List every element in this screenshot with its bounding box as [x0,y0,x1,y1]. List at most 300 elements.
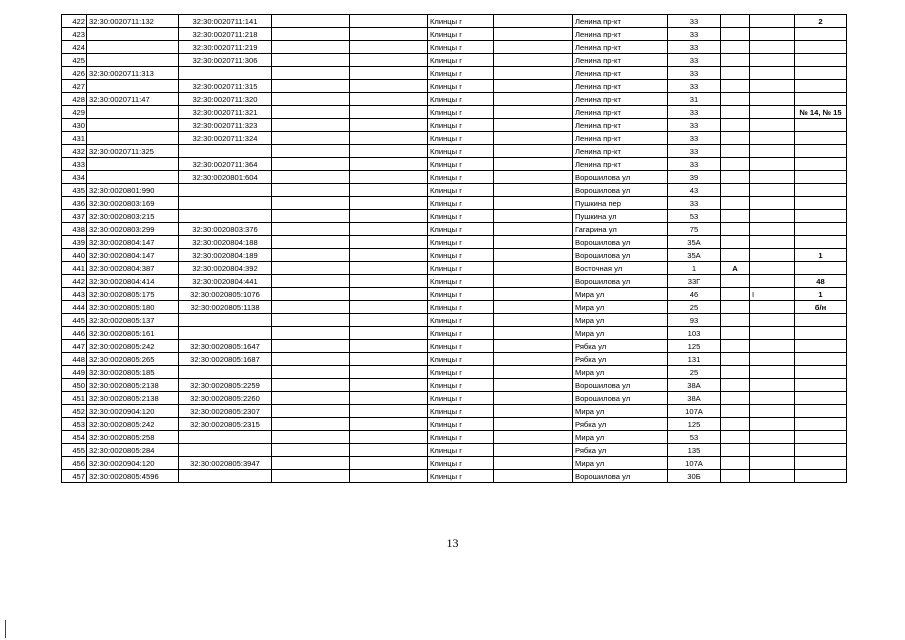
settlement-cell: Клинцы г [428,262,494,275]
empty-col-c-cell [494,15,573,28]
settlement-cell: Клинцы г [428,379,494,392]
settlement-cell: Клинцы г [428,327,494,340]
empty-col-b-cell [350,457,428,470]
empty-col-b-cell [350,288,428,301]
empty-col-a-cell [272,197,350,210]
empty-col-c-cell [494,405,573,418]
house-letter-cell [721,353,750,366]
table-row [62,184,847,197]
empty-col-a-cell [272,132,350,145]
building-cell [750,379,795,392]
building-cell [750,145,795,158]
house-number-cell: 33 [668,106,721,119]
apartment-cell [795,379,847,392]
street-cell: Ленина пр-кт [573,132,668,145]
street-cell: Ворошилова ул [573,249,668,262]
sub-cadastral-number-cell: 32:30:0020801:604 [179,171,272,184]
empty-col-c-cell [494,379,573,392]
sub-cadastral-number-cell: 32:30:0020804:189 [179,249,272,262]
table-row [62,15,847,28]
settlement-cell: Клинцы г [428,405,494,418]
apartment-cell [795,67,847,80]
apartment-cell [795,119,847,132]
house-number-cell: 125 [668,418,721,431]
street-cell: Ленина пр-кт [573,67,668,80]
empty-col-c-cell [494,366,573,379]
empty-col-c-cell [494,41,573,54]
table-row [62,314,847,327]
apartment-cell [795,132,847,145]
table-row [62,392,847,405]
empty-col-a-cell [272,314,350,327]
row-number-cell: 448 [62,353,87,366]
row-number-cell: 423 [62,28,87,41]
house-letter-cell [721,67,750,80]
row-number-cell: 434 [62,171,87,184]
table-row [62,249,847,262]
house-number-cell: 38А [668,392,721,405]
apartment-cell: № 14, № 15 [795,106,847,119]
table-row [62,431,847,444]
sub-cadastral-number-cell: 32:30:0020804:441 [179,275,272,288]
building-cell [750,236,795,249]
empty-col-c-cell [494,288,573,301]
building-cell [750,106,795,119]
building-cell [750,184,795,197]
cadastral-number-cell: 32:30:0020805:4596 [87,470,179,483]
street-cell: Мира ул [573,314,668,327]
house-number-cell: 33 [668,119,721,132]
house-number-cell: 33 [668,15,721,28]
cadastral-number-cell: 32:30:0020803:169 [87,197,179,210]
sub-cadastral-number-cell: 32:30:0020805:2260 [179,392,272,405]
building-cell [750,340,795,353]
row-number-cell: 444 [62,301,87,314]
empty-col-b-cell [350,184,428,197]
empty-col-b-cell [350,80,428,93]
sub-cadastral-number-cell: 32:30:0020805:2259 [179,379,272,392]
row-number-cell: 455 [62,444,87,457]
empty-col-b-cell [350,379,428,392]
empty-col-a-cell [272,327,350,340]
empty-col-b-cell [350,223,428,236]
settlement-cell: Клинцы г [428,431,494,444]
empty-col-c-cell [494,93,573,106]
house-letter-cell [721,379,750,392]
building-cell [750,366,795,379]
street-cell: Рябка ул [573,340,668,353]
settlement-cell: Клинцы г [428,470,494,483]
building-cell [750,158,795,171]
row-number-cell: 441 [62,262,87,275]
building-cell [750,28,795,41]
house-letter-cell [721,301,750,314]
house-number-cell: 107А [668,457,721,470]
empty-col-a-cell [272,444,350,457]
empty-col-b-cell [350,262,428,275]
building-cell [750,54,795,67]
house-letter-cell [721,106,750,119]
sub-cadastral-number-cell: 32:30:0020803:376 [179,223,272,236]
sub-cadastral-number-cell: 32:30:0020805:1076 [179,288,272,301]
house-letter-cell [721,28,750,41]
table-row [62,301,847,314]
house-number-cell: 35А [668,236,721,249]
house-number-cell: 46 [668,288,721,301]
empty-col-a-cell [272,171,350,184]
house-number-cell: 125 [668,340,721,353]
street-cell: Ленина пр-кт [573,106,668,119]
sub-cadastral-number-cell [179,327,272,340]
table-row [62,210,847,223]
cadastral-number-cell [87,106,179,119]
row-number-cell: 440 [62,249,87,262]
cadastral-number-cell: 32:30:0020804:147 [87,236,179,249]
apartment-cell [795,457,847,470]
table-row [62,106,847,119]
sub-cadastral-number-cell [179,366,272,379]
street-cell: Мира ул [573,301,668,314]
apartment-cell [795,197,847,210]
house-number-cell: 25 [668,301,721,314]
street-cell: Пушкина пер [573,197,668,210]
house-letter-cell [721,431,750,444]
cadastral-number-cell [87,80,179,93]
empty-col-b-cell [350,249,428,262]
apartment-cell [795,431,847,444]
street-cell: Ворошилова ул [573,236,668,249]
building-cell [750,132,795,145]
building-cell [750,80,795,93]
empty-col-a-cell [272,405,350,418]
sub-cadastral-number-cell: 32:30:0020805:2307 [179,405,272,418]
apartment-cell [795,80,847,93]
settlement-cell: Клинцы г [428,223,494,236]
street-cell: Мира ул [573,366,668,379]
apartment-cell: 1 [795,288,847,301]
sub-cadastral-number-cell: 32:30:0020711:323 [179,119,272,132]
settlement-cell: Клинцы г [428,418,494,431]
empty-col-c-cell [494,145,573,158]
building-cell [750,223,795,236]
table-row [62,119,847,132]
building-cell [750,444,795,457]
house-letter-cell [721,132,750,145]
row-number-cell: 443 [62,288,87,301]
empty-col-b-cell [350,301,428,314]
apartment-cell [795,366,847,379]
apartment-cell [795,314,847,327]
empty-col-a-cell [272,54,350,67]
cadastral-number-cell [87,54,179,67]
empty-col-a-cell [272,210,350,223]
empty-col-c-cell [494,275,573,288]
empty-col-a-cell [272,223,350,236]
settlement-cell: Клинцы г [428,392,494,405]
row-number-cell: 439 [62,236,87,249]
empty-col-b-cell [350,444,428,457]
table-row [62,80,847,93]
sub-cadastral-number-cell [179,314,272,327]
sub-cadastral-number-cell [179,444,272,457]
empty-col-a-cell [272,288,350,301]
empty-col-b-cell [350,314,428,327]
house-letter-cell [721,119,750,132]
sub-cadastral-number-cell: 32:30:0020711:218 [179,28,272,41]
cadastral-number-cell: 32:30:0020805:265 [87,353,179,366]
empty-col-a-cell [272,93,350,106]
sub-cadastral-number-cell: 32:30:0020805:3947 [179,457,272,470]
apartment-cell [795,327,847,340]
empty-col-c-cell [494,119,573,132]
house-number-cell: 33 [668,67,721,80]
sub-cadastral-number-cell [179,197,272,210]
row-number-cell: 431 [62,132,87,145]
row-number-cell: 453 [62,418,87,431]
apartment-cell [795,405,847,418]
settlement-cell: Клинцы г [428,184,494,197]
row-number-cell: 446 [62,327,87,340]
empty-col-a-cell [272,392,350,405]
empty-col-b-cell [350,366,428,379]
street-cell: Мира ул [573,288,668,301]
empty-col-c-cell [494,106,573,119]
street-cell: Ворошилова ул [573,184,668,197]
house-number-cell: 131 [668,353,721,366]
house-letter-cell [721,158,750,171]
house-letter-cell [721,54,750,67]
cadastral-number-cell: 32:30:0020805:2138 [87,379,179,392]
house-letter-cell [721,392,750,405]
street-cell: Ворошилова ул [573,392,668,405]
empty-col-a-cell [272,249,350,262]
empty-col-c-cell [494,249,573,262]
house-letter-cell [721,275,750,288]
building-cell [750,93,795,106]
settlement-cell: Клинцы г [428,132,494,145]
street-cell: Мира ул [573,405,668,418]
apartment-cell [795,158,847,171]
empty-col-c-cell [494,171,573,184]
empty-col-a-cell [272,41,350,54]
sub-cadastral-number-cell: 32:30:0020711:320 [179,93,272,106]
house-number-cell: 103 [668,327,721,340]
empty-col-b-cell [350,106,428,119]
table-row [62,288,847,301]
street-cell: Ленина пр-кт [573,54,668,67]
building-cell [750,353,795,366]
table-row [62,444,847,457]
house-letter-cell [721,184,750,197]
settlement-cell: Клинцы г [428,457,494,470]
empty-col-a-cell [272,28,350,41]
table-row [62,223,847,236]
apartment-cell: б/н [795,301,847,314]
apartment-cell [795,210,847,223]
house-letter-cell [721,171,750,184]
house-letter-cell: А [721,262,750,275]
empty-col-a-cell [272,457,350,470]
sub-cadastral-number-cell: 32:30:0020805:1647 [179,340,272,353]
row-number-cell: 429 [62,106,87,119]
empty-col-c-cell [494,54,573,67]
house-letter-cell [721,223,750,236]
settlement-cell: Клинцы г [428,353,494,366]
empty-col-b-cell [350,275,428,288]
street-cell: Ленина пр-кт [573,145,668,158]
empty-col-b-cell [350,171,428,184]
building-cell [750,210,795,223]
empty-col-b-cell [350,327,428,340]
empty-col-b-cell [350,93,428,106]
house-number-cell: 33 [668,41,721,54]
table-row [62,132,847,145]
street-cell: Ленина пр-кт [573,41,668,54]
cadastral-number-cell [87,132,179,145]
house-letter-cell [721,457,750,470]
settlement-cell: Клинцы г [428,236,494,249]
empty-col-b-cell [350,15,428,28]
empty-col-c-cell [494,301,573,314]
street-cell: Пушкина ул [573,210,668,223]
sub-cadastral-number-cell: 32:30:0020711:324 [179,132,272,145]
cadastral-number-cell: 32:30:0020804:387 [87,262,179,275]
building-cell [750,431,795,444]
apartment-cell: 2 [795,15,847,28]
house-letter-cell [721,80,750,93]
cadastral-number-cell: 32:30:0020904:120 [87,457,179,470]
apartment-cell: 48 [795,275,847,288]
street-cell: Ворошилова ул [573,275,668,288]
table-row [62,41,847,54]
settlement-cell: Клинцы г [428,28,494,41]
settlement-cell: Клинцы г [428,158,494,171]
page-number: 13 [446,536,459,550]
empty-col-b-cell [350,158,428,171]
apartment-cell [795,353,847,366]
settlement-cell: Клинцы г [428,106,494,119]
cadastral-number-cell: 32:30:0020805:137 [87,314,179,327]
street-cell: Ленина пр-кт [573,28,668,41]
apartment-cell [795,262,847,275]
house-letter-cell [721,249,750,262]
sub-cadastral-number-cell: 32:30:0020804:392 [179,262,272,275]
settlement-cell: Клинцы г [428,54,494,67]
row-number-cell: 451 [62,392,87,405]
cadastral-number-cell: 32:30:0020805:161 [87,327,179,340]
street-cell: Ленина пр-кт [573,15,668,28]
apartment-cell [795,171,847,184]
apartment-cell [795,418,847,431]
row-number-cell: 447 [62,340,87,353]
cadastral-number-cell: 32:30:0020711:325 [87,145,179,158]
table-row [62,457,847,470]
house-letter-cell [721,145,750,158]
house-number-cell: 35А [668,249,721,262]
table-row [62,67,847,80]
house-letter-cell [721,366,750,379]
row-number-cell: 442 [62,275,87,288]
building-cell [750,470,795,483]
street-cell: Ворошилова ул [573,379,668,392]
row-number-cell: 438 [62,223,87,236]
apartment-cell [795,93,847,106]
empty-col-b-cell [350,470,428,483]
cadastral-number-cell: 32:30:0020904:120 [87,405,179,418]
empty-col-c-cell [494,262,573,275]
sub-cadastral-number-cell: 32:30:0020711:315 [179,80,272,93]
street-cell: Ленина пр-кт [573,158,668,171]
house-number-cell: 30Б [668,470,721,483]
registry-table [61,14,847,483]
cadastral-number-cell: 32:30:0020805:242 [87,418,179,431]
empty-col-a-cell [272,145,350,158]
building-cell [750,171,795,184]
cadastral-number-cell: 32:30:0020805:2138 [87,392,179,405]
building-cell [750,418,795,431]
empty-col-a-cell [272,106,350,119]
empty-col-a-cell [272,236,350,249]
empty-col-b-cell [350,431,428,444]
empty-col-c-cell [494,184,573,197]
empty-col-a-cell [272,262,350,275]
settlement-cell: Клинцы г [428,197,494,210]
building-cell [750,301,795,314]
row-number-cell: 427 [62,80,87,93]
empty-col-a-cell [272,67,350,80]
sub-cadastral-number-cell: 32:30:0020711:364 [179,158,272,171]
apartment-cell [795,145,847,158]
house-number-cell: 43 [668,184,721,197]
row-number-cell: 432 [62,145,87,158]
building-cell [750,327,795,340]
empty-col-b-cell [350,340,428,353]
row-number-cell: 430 [62,119,87,132]
empty-col-a-cell [272,366,350,379]
cadastral-number-cell [87,119,179,132]
building-cell [750,405,795,418]
empty-col-a-cell [272,80,350,93]
empty-col-a-cell [272,431,350,444]
table-row [62,379,847,392]
table-row [62,275,847,288]
settlement-cell: Клинцы г [428,288,494,301]
scan-edge-mark [5,620,6,638]
empty-col-c-cell [494,314,573,327]
table-row [62,145,847,158]
house-letter-cell [721,405,750,418]
cadastral-number-cell: 32:30:0020801:990 [87,184,179,197]
empty-col-c-cell [494,158,573,171]
apartment-cell [795,444,847,457]
house-number-cell: 33 [668,197,721,210]
empty-col-a-cell [272,470,350,483]
table-row [62,197,847,210]
empty-col-c-cell [494,80,573,93]
empty-col-b-cell [350,119,428,132]
row-number-cell: 422 [62,15,87,28]
row-number-cell: 433 [62,158,87,171]
house-number-cell: 53 [668,210,721,223]
empty-col-b-cell [350,145,428,158]
table-row [62,327,847,340]
empty-col-a-cell [272,379,350,392]
cadastral-number-cell: 32:30:0020805:242 [87,340,179,353]
settlement-cell: Клинцы г [428,41,494,54]
house-number-cell: 135 [668,444,721,457]
house-number-cell: 38А [668,379,721,392]
table-row [62,158,847,171]
